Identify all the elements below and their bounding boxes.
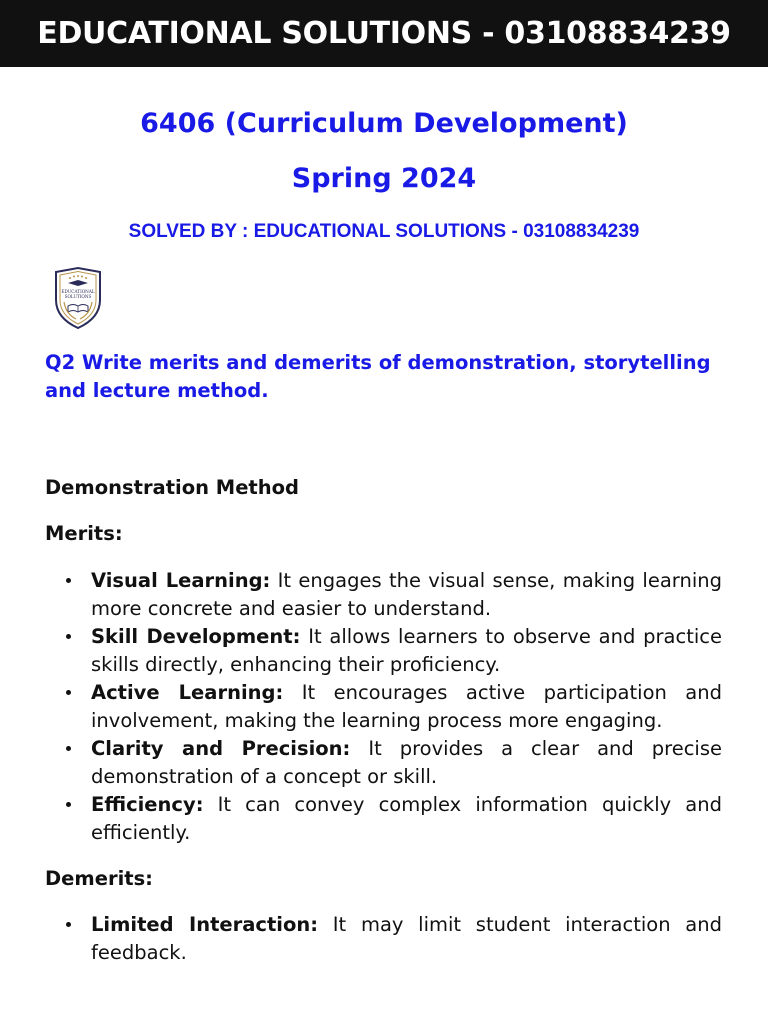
item-text: It allows learners to observe and practice skills directly, enhancing their proficiency. [91, 625, 722, 676]
logo-line2: SOLUTIONS [64, 294, 92, 299]
demerits-list [45, 911, 722, 967]
shield-icon [52, 266, 104, 330]
list-item [45, 623, 722, 679]
item-term: Clarity and Precision: [91, 737, 351, 760]
bullet-icon [66, 746, 71, 751]
course-title: 6406 (Curriculum Development) [140, 108, 628, 139]
term-title: Spring 2024 [291, 163, 477, 194]
banner-text: EDUCATIONAL SOLUTIONS - 03108834239 [37, 16, 731, 51]
demerits-heading: Demerits: [45, 867, 153, 890]
item-term: Active Learning: [91, 681, 284, 704]
list-item [45, 679, 722, 735]
solved-by-line: SOLVED BY : EDUCATIONAL SOLUTIONS - 03108834239 [128, 221, 640, 242]
item-text: It provides a clear and precise demonstration of a concept or skill. [91, 737, 723, 788]
item-text: It encourages active participation and involvement, making the learning process more engaging. [91, 681, 722, 732]
list-item [45, 567, 722, 623]
list-item [45, 911, 722, 967]
bullet-icon [66, 634, 71, 639]
list-item [45, 791, 722, 847]
top-banner [0, 0, 768, 67]
item-text: It engages the visual sense, making learning more concrete and easier to understand. [91, 569, 722, 620]
bullet-icon [66, 690, 71, 695]
bullet-icon [66, 578, 71, 583]
bullet-icon [66, 922, 71, 927]
merits-heading: Merits: [45, 522, 123, 545]
item-text: It may limit student interaction and feedback. [91, 913, 722, 964]
section-title: Demonstration Method [45, 476, 299, 499]
question-text: Q2 Write merits and demerits of demonstration, storytelling and lecture method. [45, 351, 711, 402]
merits-list [45, 567, 722, 847]
item-term: Skill Development: [91, 625, 301, 648]
educational-solutions-logo [52, 266, 104, 330]
bullet-icon [66, 802, 71, 807]
list-item [45, 735, 722, 791]
item-text: It can convey complex information quickly and efficiently. [91, 793, 722, 844]
logo-line1: EDUCATIONAL [61, 289, 95, 294]
item-term: Efficiency: [91, 793, 204, 816]
item-term: Limited Interaction: [91, 913, 319, 936]
item-term: Visual Learning: [91, 569, 271, 592]
